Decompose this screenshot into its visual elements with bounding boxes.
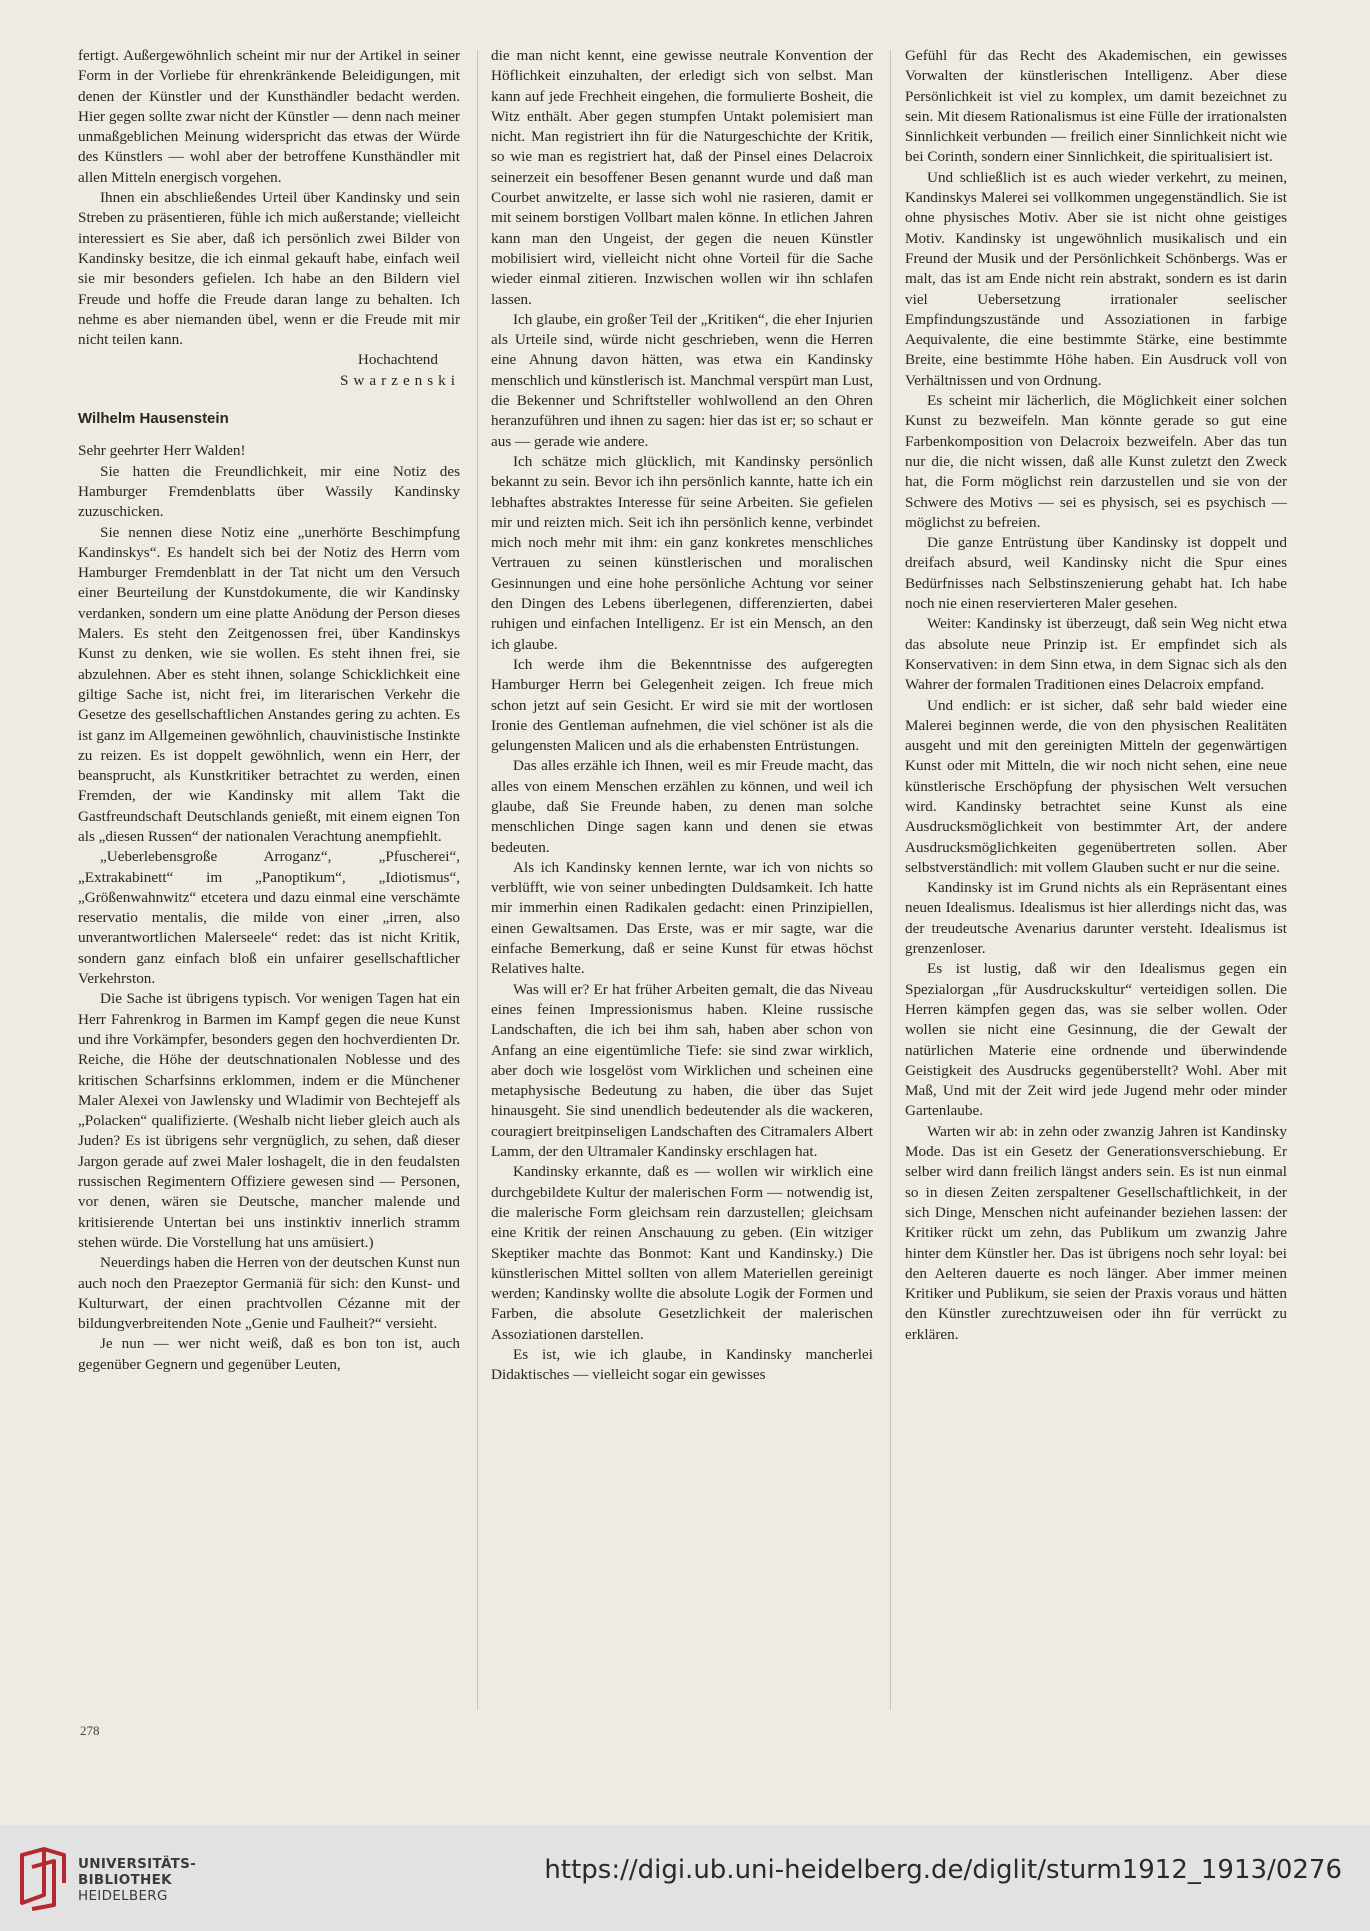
paragraph: Ihnen ein abschließendes Urteil über Kandinsky und sein Streben zu präsentieren, fühle ich mich außerstande; vielleicht interessiert es Sie aber, daß ich persönlich zwei Bilder von Kandinsky besitze, die ich einmal gekauft habe, einfach weil sie mir besonders gefielen. Ich habe an den Bildern viel Freude und hoffe die Freude daran lange zu behalten. Ich nehme es aber niemanden übel, wenn er die Freude mit mir nicht teilen kann.	[78, 189, 460, 349]
paragraph: Was will er? Er hat früher Arbeiten gemalt, die das Niveau eines feinen Impressionismus haben. Kleine russische Landschaften, die ich bei ihm sah, haben aber schon von Anfang an eine eigentümliche Tiefe: sie sind zwar wirklich, aber doch wie losgelöst vom Wirklichen und scheinen eine metaphysische Bedeutung zu haben, die über das Sujet hinausgeht. Sie sind unendlich bedeutender als die wackeren, couragiert breitpinseligen Landschaften des Citramalers Albert Lamm, der den Ultramaler Kandinsky erschlagen hat.	[491, 980, 873, 1161]
paragraph: „Ueberlebensgroße Arroganz“, „Pfuscherei“, „Extrakabinett“ im „Panoptikum“, „Idiotismus“, „Größenwahnwitz“ etcetera und dazu einmal eine verschämte reservatio mentalis, die milde von einer „irren, also unverantwortlichen Malerseele“ redet: das ist nicht Kritik, sondern ganz einfach bloß ein unfairer gesellschaftlicher Verkehrston.	[78, 848, 460, 988]
paragraph: Neuerdings haben die Herren von der deutschen Kunst nun auch noch den Praezeptor Germaniä für sich: den Kunst- und Kulturwart, der einen prachtvollen Cézanne mit der bildungverbreitenden Note „Genie und Faulheit?“ versieht.	[78, 1254, 460, 1333]
letter-closing: Hochachtend	[357, 351, 438, 369]
text-column-2	[491, 46, 873, 1386]
library-name-line: BIBLIOTHEK	[78, 1872, 172, 1888]
paragraph: Es scheint mir lächerlich, die Möglichkeit einer solchen Kunst zu bezweifeln. Man könnte gerade so gut eine Farbenkomposition von Delacroix bezweifeln. Aber das tun nur die, die nicht wissen, daß alle Kunst zuletzt den Zweck hat, die Form möglichst rein darzustellen und sie von der Schwere des Motivs — sei es physisch, sei es psychisch — möglichst zu befreien.	[905, 392, 1287, 531]
paragraph: Sie hatten die Freundlichkeit, mir eine Notiz des Hamburger Fremdenblatts über Wassily Kandinsky zuzuschicken.	[78, 462, 460, 521]
paragraph: Es ist lustig, daß wir den Idealismus gegen ein Spezialorgan „für Ausdruckskultur“ verteidigen sollen. Die Herren kämpfen gegen das, was sie selber wollen. Oder wollen sie nicht eine Gesinnung, die der Gewalt der natürlichen Materie eine ordnende und überwindende Geistigkeit des Ausdrucks gegenüberstellt? Wohl. Aber mit Maß, Und mit der Zeit wird jede Jugend mehr oder minder Gartenlaube.	[905, 960, 1287, 1120]
page-number: 278	[80, 1723, 100, 1738]
paragraph: Und schließlich ist es auch wieder verkehrt, zu meinen, Kandinskys Malerei sei vollkommen ungegenständlich. Sie ist ohne physisches Motiv. Aber sie ist nicht ohne geistiges Motiv. Kandinsky ist ungewöhnlich musikalisch und ein Freund der Musik und der Persönlichkeit Schönbergs. Was er malt, das ist am Ende nicht rein abstrakt, sondern es ist darin viel Uebersetzung irrationaler seelischer Empfindungszustände und Assoziationen in farbige Aequivalente, die eine bestimmte Stärke, eine bestimmte Breite, eine bestimmte Höhe haben. Ein Ausdruck voll von Verhältnissen und von Ordnung.	[905, 168, 1287, 389]
letter-signature: Swarzenski	[339, 371, 460, 389]
paragraph: Gefühl für das Recht des Akademischen, ein gewisses Vorwalten der künstlerischen Intelligenz. Aber diese Persönlichkeit ist viel zu komplex, um damit bezeichnet zu sein. Mit diesem Rationalismus ist eine Fülle der irrationalsten Sinnlichkeit verbunden — freilich einer Sinnlichkeit nicht wie bei Corinth, sondern einer Sinnlichkeit, die spiritualisiert ist.	[905, 47, 1287, 166]
paragraph: fertigt. Außergewöhnlich scheint mir nur der Artikel in seiner Form in der Vorliebe für ehrenkränkende Beleidigungen, mit denen der Künstler und der Kunsthändler bedacht werden. Hier gegen sollte zwar nicht der Künstler — denn nach meiner unmaßgeblichen Meinung widerspricht das etwas der Würde des Künstlers — wohl aber der betroffene Kunsthändler mit allen Mitteln energisch vorgehen.	[78, 47, 460, 186]
text-column-1	[78, 46, 460, 1375]
paragraph: Ich schätze mich glücklich, mit Kandinsky persönlich bekannt zu sein. Bevor ich ihn persönlich kannte, hatte ich ein lebhaftes abstraktes Interesse für seine Arbeiten. Sie gefielen mir und reizten mich. Seit ich ihn persönlich kenne, verbindet mich noch mehr mit ihm: ein ganz konkretes menschliches Vertrauen zu seinen künstlerischen und moralischen Gesinnungen und eine hohe persönliche Achtung vor seiner den Dingen des Lebens überlegenen, differenzierten, dabei ruhigen und einfachen Intelligenz. Er ist ein Mensch, an den ich glaube.	[491, 452, 873, 653]
paragraph: Und endlich: er ist sicher, daß sehr bald wieder eine Malerei beginnen werde, die von den physischen Realitäten ausgeht und mit den gereinigten Mitteln der gegenwärtigen Kunst oder mit Mitteln, die wir noch nicht sehen, eine neue künstlerische Erschöpfung der physischen Welt versuchen wird. Kandinsky betrachtet seine Kunst als eine Ausdrucksmöglichkeit von bestimmter Art, der andere Ausdrucksmöglichkeiten gegenübertreten sollen. Aber selbstverständlich: mit vollem Glauben sucht er nur die seine.	[905, 696, 1287, 876]
paragraph: Kandinsky ist im Grund nichts als ein Repräsentant eines neuen Idealismus. Idealismus ist hier allerdings nicht das, was der treudeutsche Avenarius darunter versteht. Idealismus ist grenzenloser.	[905, 879, 1287, 958]
paragraph: Weiter: Kandinsky ist überzeugt, daß sein Weg nicht etwa das absolute neue Prinzip ist. Er empfindet sich als Konservativen: in dem Sinn etwa, in dem Signac sich als den Wahrer der formalen Traditionen eines Delacroix empfand.	[905, 615, 1287, 694]
column-divider	[477, 50, 478, 1710]
paragraph: Kandinsky erkannte, daß es — wollen wir wirklich eine durchgebildete Kultur der malerischen Form — notwendig ist, die malerische Form gleichsam rein darzustellen; gleichsam eine Kritik der reinen Anschauung zu geben. (Ein witziger Skeptiker machte das Bonmot: Kant und Kandinsky.) Die künstlerischen Mittel sollten von allem Materiellen gereinigt werden; Kandinsky wollte die absolute Logik der Formen und Farben, die absolute Gesetzlichkeit der malerischen Assoziationen darstellen.	[491, 1163, 873, 1343]
column-divider	[890, 50, 891, 1710]
paragraph: die man nicht kennt, eine gewisse neutrale Konvention der Höflichkeit einzuhalten, der erledigt sich von selbst. Man kann auf jede Frechheit eingehen, die formulierte Bosheit, die Witz enthält. Aber gegen stumpfen Untakt polemisiert man nicht. Man registriert ihn für die Naturgeschichte der Kritik, so wie man es registriert hat, daß der Pinsel eines Delacroix seinerzeit ein besoffener Besen genannt wurde und daß man Courbet anwitzelte, er lasse sich wohl nie rasieren, damit er mit seinem borstigen Vollbart malen könne. In etlichen Jahren kann man den Ungeist, der gegen die neuen Künstler mobilisiert wird, vielleicht nicht ohne Vorteil für die Sache wieder einmal zitieren. Inzwischen wollen wir ihn schlafen lassen.	[491, 47, 873, 308]
paragraph: Das alles erzähle ich Ihnen, weil es mir Freude macht, das alles von einem Menschen erzählen zu können, und weil ich glaube, daß Sie Freunde haben, zu denen man solche menschlichen Dinge sagen kann und denen sie etwas bedeuten.	[491, 757, 873, 856]
university-library-logo-icon[interactable]	[14, 1845, 72, 1911]
paragraph: Je nun — wer nicht weiß, daß es bon ton ist, auch gegenüber Gegnern und gegenüber Leuten,	[78, 1335, 460, 1373]
permalink-url[interactable]: https://digi.ub.uni-heidelberg.de/diglit/sturm1912_1913/0276	[544, 1855, 1342, 1885]
text-column-3	[905, 46, 1287, 1345]
library-name-line: UNIVERSITÄTS-	[78, 1856, 197, 1872]
letter-greeting: Sehr geehrter Herr Walden!	[78, 442, 246, 460]
paragraph: Die ganze Entrüstung über Kandinsky ist doppelt und dreifach absurd, weil Kandinsky nicht die Spur eines Bedürfnisses nach Selbstinszenierung gehabt hat. Ich habe noch nie einen reservierteren Maler gesehen.	[905, 534, 1287, 613]
paragraph: Die Sache ist übrigens typisch. Vor wenigen Tagen hat ein Herr Fahrenkrog in Barmen im Kampf gegen die neue Kunst und ihre Vorkämpfer, besonders gegen den hochverdienten Dr. Reiche, die Höhe der deutschnationalen Noblesse und des kritischen Scharfsinns erklommen, indem er die Münchener Maler Alexei von Jawlensky und Wladimir von Bechtejeff als „Polacken“ qualifizierte. (Weshalb nicht lieber gleich auch als Juden? Es ist übrigens sehr vergnüglich, zu sehen, daß dieser Jargon gerade auf zwei Maler loshagelt, die in den feudalsten russischen Regimentern Offiziere gewesen sind — Personen, vor denen, wären sie Deutsche, mancher malende und kritisierende Untertan bei uns instinktiv innerlich stramm stehen würde. Die Vorstellung hat uns amüsiert.)	[78, 990, 460, 1251]
digitization-footer	[0, 1825, 1370, 1931]
section-heading: Wilhelm Hausenstein	[78, 410, 229, 428]
paragraph: Ich werde ihm die Bekenntnisse des aufgeregten Hamburger Herrn bei Gelegenheit zeigen. Ich freue mich schon jetzt auf sein Gesicht. Er wird sie mit der wortlosen Ironie des Gentleman aufnehmen, die viel schöner ist als die gelungensten Malicen und als die erhabensten Entrüstungen.	[491, 655, 873, 755]
paragraph: Warten wir ab: in zehn oder zwanzig Jahren ist Kandinsky Mode. Das ist ein Gesetz der Generationsverschiebung. Er selber wird dann freilich längst anders sein. Es ist nun einmal so in diesen Zeiten zerspaltener Gesellschaftlichkeit, in der sich Dinge, Menschen nicht aufeinander beziehen lassen: der Kritiker rückt um zehn, das Publikum um zwanzig Jahre hinter dem Künstler her. Das ist übrigens noch sehr loyal: bei den Aelteren dauerte es noch länger. Aber immer meinen Kritiker und Publikum, sie seien der Praxis voraus und hätten den Künstler zurechtzuweisen oder ihn für verrückt zu erklären.	[905, 1122, 1287, 1343]
library-city-line: HEIDELBERG	[78, 1888, 168, 1904]
paragraph: Als ich Kandinsky kennen lernte, war ich von nichts so verblüfft, wie von seiner unbedingten Duldsamkeit. Ich hatte mir immerhin einen Radikalen gedacht: einen Prinzipiellen, einen Gewaltsamen. Das Erste, was er mir sagte, war die einfache Bemerkung, daß er seine Kunst für etwas höchst Relatives halte.	[491, 858, 873, 978]
paragraph: Es ist, wie ich glaube, in Kandinsky mancherlei Didaktisches — vielleicht sogar ein gewisses	[491, 1346, 873, 1384]
paragraph: Sie nennen diese Notiz eine „unerhörte Beschimpfung Kandinskys“. Es handelt sich bei der Notiz des Herrn vom Hamburger Fremdenblatt in der Tat nicht um den Versuch einer Beurteilung der Kunstdokumente, die wir Kandinsky verdanken, sondern um eine platte Anödung der Person dieses Malers. Es steht den Zeitgenossen frei, über Kandinskys Kunst zu denken, wie sie wollen. Es steht ihnen frei, sie abzulehnen. Aber es steht ihnen, solange Schicklichkeit eine giltige Sache ist, nicht frei, im literarischen Verkehr die Gesetze des gesellschaftlichen Anstandes gering zu achten. Es ist ganz im Allgemeinen gewöhnlich, chauvinistische Instinkte zu reizen. Es ist doppelt gewöhnlich, wenn ein Herr, der beansprucht, als Kunstkritiker betrachtet zu werden, einen Fremden, der wie Kandinsky mit allem Takt die Gastfreundschaft Deutschlands genießt, mit einem eignen Ton als „diesen Russen“ der nationalen Verachtung anempfiehlt.	[78, 523, 460, 845]
paragraph: Ich glaube, ein großer Teil der „Kritiken“, die eher Injurien als Urteile sind, würde nicht geschrieben, wenn die Herren eine Ahnung davon hätten, was etwa ein Kandinsky menschlich und künstlerisch ist. Manchmal verspürt man Lust, die Bekenner und Schriftsteller wohlwollend an den Ohren heranzuführen und ihnen zu sagen: hier das ist er; so schaut er aus — gerade wie andere.	[491, 310, 873, 450]
